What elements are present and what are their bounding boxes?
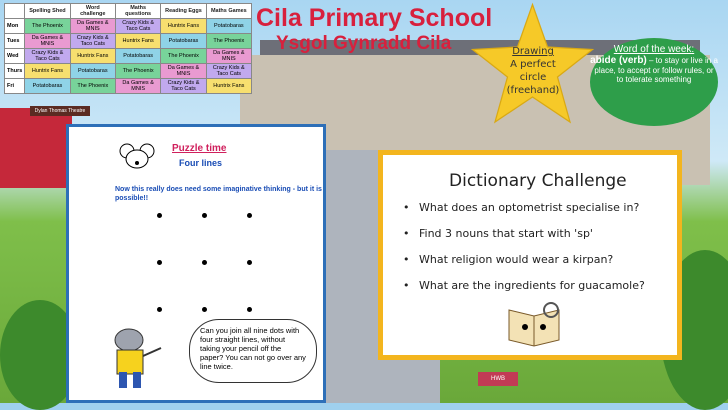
day-label: Thurs [5,64,25,79]
puzzle-dot [157,213,162,218]
list-item: • Find 3 nouns that start with 'sp' [403,227,593,240]
question-text: What are the ingredients for guacamole? [419,279,645,292]
timetable-cell: Huntrix Fans [25,64,70,79]
timetable-header [5,4,25,19]
timetable-header: Reading Eggs [161,4,206,19]
day-label: Tues [5,34,25,49]
drawing-heading: Drawing [512,46,554,57]
dictionary-question-list [403,195,645,299]
timetable-cell: Crazy Kids & Taco Cats [206,64,251,79]
dictionary-challenge-panel [378,150,682,360]
word-of-week-heading: Word of the week: [613,44,695,55]
timetable-cell: Huntrix Fans [115,34,160,49]
drawing-line: (freehand) [506,85,560,96]
list-item: • What are the ingredients for guacamole? [403,279,645,292]
drawing-line: circle [519,72,547,83]
puzzle-dot [202,307,207,312]
drawing-line: A perfect [510,59,556,70]
question-text: What religion would wear a kirpan? [419,253,614,266]
timetable-header: Maths Games [206,4,251,19]
timetable-cell: Crazy Kids & Taco Cats [161,79,206,94]
timetable-cell: Da Games & MNIS [70,19,115,34]
question-text: Find 3 nouns that start with 'sp' [419,227,593,240]
timetable-header: Word challenge [70,4,115,19]
timetable-cell: Da Games & MNIS [25,34,70,49]
timetable-cell: Da Games & MNIS [115,79,160,94]
timetable-row [5,19,252,34]
puzzle-panel [66,124,326,403]
book-character-icon [505,300,563,348]
puzzle-dot [202,260,207,265]
mouse-icon [119,143,155,169]
day-label: Mon [5,19,25,34]
timetable-row [5,49,252,64]
timetable-header-row [5,4,252,19]
speech-bubble: Can you join all nine dots with four straight lines, without taking your pencil off the paper? You can not go over any line twice. [189,319,317,383]
mouse-character-icon [99,322,169,392]
puzzle-dot [247,307,252,312]
timetable-cell: The Phoenix [161,49,206,64]
timetable-cell: Crazy Kids & Taco Cats [25,49,70,64]
timetable-cell: Da Games & MNIS [206,49,251,64]
list-item: • What does an optometrist specialise in? [403,201,640,214]
word-of-the-week [590,38,718,126]
school-title-english: Cila Primary School [256,4,493,32]
timetable-cell: The Phoenix [206,34,251,49]
puzzle-subtitle: Four lines [179,158,223,168]
dictionary-title: Dictionary Challenge [449,171,627,191]
day-label: Wed [5,49,25,64]
timetable-cell: Potatobaras [70,64,115,79]
timetable-cell: The Phoenix [115,64,160,79]
theatre-building [0,108,72,188]
puzzle-dot [157,260,162,265]
timetable-row [5,34,252,49]
word-of-week-word: abide (verb) [590,55,647,66]
timetable-cell: Crazy Kids & Taco Cats [115,19,160,34]
day-label: Fri [5,79,25,94]
timetable-header: Spelling Shed [25,4,70,19]
question-text: What does an optometrist specialise in? [419,201,640,214]
timetable-cell: Potatobaras [115,49,160,64]
group-timetable [4,3,252,94]
timetable-cell: The Phoenix [70,79,115,94]
timetable-cell: Potatobaras [206,19,251,34]
puzzle-description: Now this really does need some imaginative thinking - but it is possible!! [115,186,322,202]
timetable-cell: Da Games & MNIS [161,64,206,79]
timetable-cell: Huntrix Fans [206,79,251,94]
timetable-cell: Huntrix Fans [70,49,115,64]
puzzle-dot [157,307,162,312]
puzzle-dot [247,260,252,265]
timetable-cell: The Phoenix [25,19,70,34]
timetable-cell: Crazy Kids & Taco Cats [70,34,115,49]
timetable-row [5,64,252,79]
timetable-row [5,79,252,94]
theatre-sign: Dylan Thomas Theatre [30,106,90,116]
timetable-cell: Potatobaras [25,79,70,94]
puzzle-dot [247,213,252,218]
list-item: • What religion would wear a kirpan? [403,253,614,266]
timetable-header: Maths questions [115,4,160,19]
timetable-cell: Huntrix Fans [161,19,206,34]
hwb-sign: HWB [478,372,518,386]
word-of-week-definition: – to stay or live in a place, to accept or follow rules, or to tolerate something [594,56,718,84]
puzzle-title: Puzzle time [172,143,227,154]
puzzle-dot [202,213,207,218]
timetable-cell: Potatobaras [161,34,206,49]
drawing-challenge [502,45,564,97]
school-title-welsh: Ysgol Gynradd Cila [276,33,452,54]
